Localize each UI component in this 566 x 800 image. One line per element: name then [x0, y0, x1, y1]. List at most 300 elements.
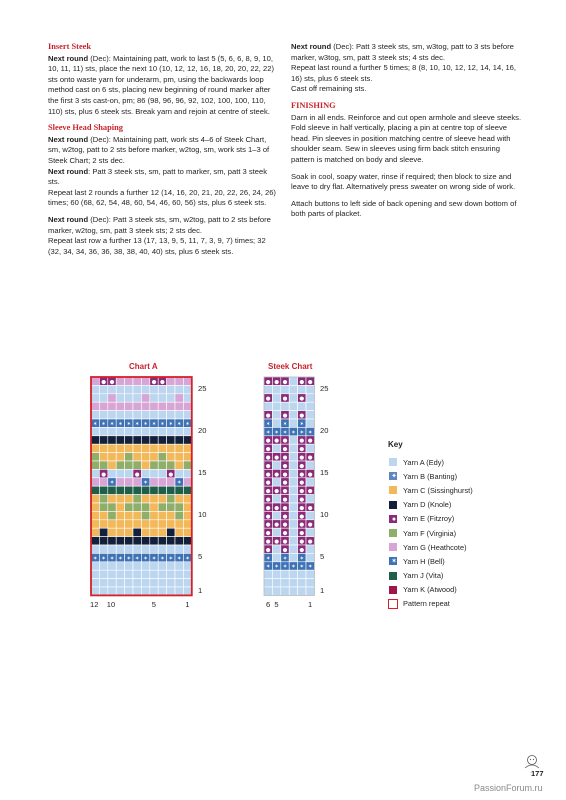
chart-cell: [91, 427, 99, 435]
chart-cell-symbol: ●: [274, 522, 280, 529]
chart-cell: [264, 570, 272, 578]
key-item: [388, 540, 473, 554]
chart-cell-symbol: ✶: [265, 421, 271, 428]
chart-cell: [175, 520, 183, 528]
chart-cell: [108, 503, 116, 511]
chart-cell-symbol: ✶: [168, 421, 174, 428]
finishing-para-2: Soak in cool, soapy water, rinse if required; then block to size and leave to dry flat. Alternatively press sweater on wrong side of work.: [291, 171, 516, 192]
chart-cell-symbol: ●: [282, 539, 288, 545]
chart-cell: [116, 478, 124, 486]
chart-cell: [289, 495, 297, 503]
chart-cell-symbol: ✶: [265, 564, 271, 571]
chart-cell: [133, 427, 141, 435]
chart-cell: [306, 444, 314, 452]
chart-cell: [99, 402, 107, 410]
chart-cell: [175, 495, 183, 503]
chart-cell-symbol: ●: [299, 547, 305, 554]
chart-cell: [289, 537, 297, 545]
chart-cell: [99, 503, 107, 511]
chart-cell: [125, 503, 133, 511]
chart-cell: [175, 537, 183, 545]
chart-cell-symbol: ●: [307, 455, 313, 461]
chart-cell: [289, 385, 297, 393]
chart-cell: [108, 570, 116, 578]
chart-cell: [141, 562, 149, 570]
chart-cell-symbol: ●: [299, 463, 305, 470]
chart-cell: [150, 520, 158, 528]
chart-cell: [264, 579, 272, 587]
chart-cell: [272, 511, 280, 519]
chart-cell-symbol: ✶: [109, 421, 115, 428]
chart-cell: [141, 402, 149, 410]
chart-cell-symbol: ●: [282, 455, 288, 461]
chart-cell: [141, 579, 149, 587]
col-label: 10: [106, 600, 116, 610]
chart-cell-symbol: ●: [307, 438, 313, 445]
chart-cell: [175, 453, 183, 461]
steek-chart-grid: [264, 377, 320, 595]
chart-cell-symbol: ●: [307, 505, 313, 512]
chart-cell: [167, 427, 175, 435]
chart-cell-symbol: ●: [265, 455, 271, 461]
chart-cell: [91, 461, 99, 469]
chart-cell-symbol: ✶: [126, 421, 132, 428]
chart-cell: [108, 562, 116, 570]
key-label: Yarn A (Edy): [403, 457, 444, 467]
sleeve-head-heading: Sleeve Head Shaping: [48, 123, 123, 133]
chart-cell: [99, 478, 107, 486]
chart-cell-symbol: ●: [274, 505, 280, 512]
chart-cell: [108, 528, 116, 536]
chart-cell: [125, 402, 133, 410]
chart-cell-symbol: ✶: [101, 555, 106, 562]
chart-cell: [141, 570, 149, 578]
chart-cell-symbol: ●: [274, 438, 280, 445]
chart-cell: [91, 469, 99, 477]
chart-cell: [158, 537, 166, 545]
finishing-para-1: Darn in all ends. Reinforce and cut open armhole and sleeve steeks. Fold sleeve in half vertically, placing a pin at centre top of sleeve head. Pin sleeves in position matching centre of sleeve head with shoulder seam. Sew in sleeves using firm back stitch ensuring pattern is matched on body and sleeve.: [291, 112, 522, 164]
chart-cell-symbol: ●: [282, 413, 288, 419]
chart-cell: [175, 377, 183, 385]
chart-cell: [125, 562, 133, 570]
chart-cell: [175, 511, 183, 519]
chart-cell: [306, 411, 314, 419]
chart-cell: [125, 570, 133, 578]
chart-cell: [289, 461, 297, 469]
chart-cell: [289, 579, 297, 587]
chart-cell: [289, 377, 297, 385]
chart-cell: [99, 579, 107, 587]
chart-cell: [108, 520, 116, 528]
chart-cell: [183, 537, 191, 545]
chart-cell: [91, 579, 99, 587]
chart-cell-symbol: ●: [299, 480, 305, 487]
col-label: 1: [308, 600, 313, 610]
chart-cell: [108, 486, 116, 494]
chart-cell: [167, 461, 175, 469]
chart-cell-symbol: ●: [299, 379, 305, 386]
chart-cell-symbol: ●: [282, 513, 288, 520]
chart-cell: [116, 570, 124, 578]
row-label: 10: [198, 510, 207, 520]
chart-cell: [167, 537, 175, 545]
chart-cell: [175, 427, 183, 435]
chart-cell: [150, 570, 158, 578]
chart-cell: [99, 511, 107, 519]
row-label: 15: [320, 468, 329, 478]
chart-cell: [289, 411, 297, 419]
chart-cell: [91, 562, 99, 570]
yarn-swatch: [388, 542, 398, 552]
chart-cell: [116, 402, 124, 410]
chart-cell: [183, 511, 191, 519]
chart-cell: [133, 545, 141, 553]
chart-cell-symbol: ●: [299, 438, 305, 445]
chart-cell: [175, 503, 183, 511]
chart-cell-symbol: ✶: [160, 555, 165, 562]
chart-cell: [150, 453, 158, 461]
chart-cell: [141, 453, 149, 461]
chart-cell: [298, 385, 306, 393]
chart-cell: [175, 579, 183, 587]
chart-cell: [167, 579, 175, 587]
chart-cell-symbol: ●: [101, 379, 107, 386]
chart-cell: [99, 394, 107, 402]
chart-cell: [150, 469, 158, 477]
chart-cell: [183, 385, 191, 393]
chart-cell-symbol: ●: [307, 522, 313, 529]
chart-cell: [116, 511, 124, 519]
chart-cell: [91, 385, 99, 393]
chart-cell: [281, 587, 289, 595]
chart-cell: [141, 461, 149, 469]
chart-cell: [167, 528, 175, 536]
chart-cell: [264, 385, 272, 393]
chart-cell: [175, 402, 183, 410]
chart-cell-symbol: ✶: [101, 421, 106, 428]
chart-cell: [183, 503, 191, 511]
chart-cell-symbol: ●: [109, 379, 115, 386]
chart-cell: [141, 427, 149, 435]
chart-cell: [116, 495, 124, 503]
watermark-text: PassionForum.ru: [474, 783, 543, 793]
chart-cell: [289, 444, 297, 452]
chart-cell-symbol: ●: [282, 488, 288, 495]
chart-cell: [99, 562, 107, 570]
chart-cell-symbol: ●: [282, 471, 288, 478]
chart-cell: [272, 411, 280, 419]
key-label: Pattern repeat: [403, 599, 450, 609]
chart-cell: [133, 377, 141, 385]
chart-cell: [116, 503, 124, 511]
chart-cell-symbol: ✶: [176, 480, 182, 487]
key-label: Yarn C (Sissinghurst): [403, 485, 473, 495]
chart-cell: [125, 478, 133, 486]
chart-cell-symbol: ✶: [282, 429, 288, 436]
chart-cell: [116, 377, 124, 385]
chart-cell: [116, 453, 124, 461]
chart-cell: [108, 511, 116, 519]
key-items: [388, 455, 473, 611]
chart-cell-symbol: ✶: [143, 555, 148, 562]
chart-cell: [281, 402, 289, 410]
chart-cell: [167, 478, 175, 486]
yarn-swatch: [388, 485, 398, 495]
chart-cell: [306, 402, 314, 410]
chart-cell-symbol: ✶: [143, 421, 148, 428]
chart-cell: [306, 511, 314, 519]
chart-cell-symbol: ●: [307, 379, 313, 386]
right-para-3: Cast off remaining sts.: [291, 84, 367, 94]
chart-cell: [158, 495, 166, 503]
chart-cell-symbol: ●: [265, 539, 271, 545]
yarn-swatch: [388, 471, 398, 481]
chart-cell: [306, 461, 314, 469]
chart-cell-symbol: ●: [265, 505, 271, 512]
chart-cell-symbol: ✶: [291, 564, 296, 571]
chart-cell: [175, 461, 183, 469]
chart-cell: [125, 495, 133, 503]
chart-cell: [150, 562, 158, 570]
right-para-1: Next round (Dec): Patt 3 steek sts, sm, w3tog, patt to 3 sts before marker, w3tog, sm, patt 3 steek sts; 4 sts dec.: [291, 42, 514, 62]
chart-cell-symbol: ✶: [176, 555, 182, 562]
chart-cell: [158, 478, 166, 486]
chart-cell: [289, 545, 297, 553]
chart-cell: [141, 520, 149, 528]
chart-cell: [141, 444, 149, 452]
chart-cell: [183, 478, 191, 486]
chart-cell: [125, 579, 133, 587]
chart-cell: [158, 394, 166, 402]
chart-cell: [108, 545, 116, 553]
chart-cell-symbol: ✶: [160, 421, 165, 428]
chart-cell: [141, 385, 149, 393]
chart-cell-symbol: ✶: [151, 421, 157, 428]
chart-cell: [158, 528, 166, 536]
chart-cell-symbol: ✶: [185, 555, 190, 562]
chart-cell: [289, 436, 297, 444]
chart-cell-symbol: ✶: [92, 421, 98, 428]
chart-cell-symbol: ✶: [274, 429, 279, 436]
chart-cell: [167, 495, 175, 503]
knitting-mascot-icon: [521, 754, 543, 770]
chart-cell: [167, 444, 175, 452]
chart-cell-symbol: ●: [282, 379, 288, 386]
chart-cell: [281, 385, 289, 393]
key-label: Yarn B (Banting): [403, 471, 458, 481]
chart-cell-symbol: ✶: [92, 555, 98, 562]
key-label: Yarn D (Knole): [403, 500, 452, 510]
chart-cell: [289, 570, 297, 578]
chart-cell: [289, 402, 297, 410]
chart-cell-symbol: ●: [299, 471, 305, 478]
chart-cell: [167, 453, 175, 461]
chart-cell: [133, 587, 141, 595]
key-label: Yarn G (Heathcote): [403, 542, 467, 552]
col-label: 1: [185, 600, 190, 610]
chart-cell: [281, 570, 289, 578]
chart-cell: [306, 545, 314, 553]
chart-cell: [99, 444, 107, 452]
chart-cell: [125, 461, 133, 469]
chart-cell: [272, 419, 280, 427]
chart-cell: [289, 503, 297, 511]
chart-cell-symbol: ●: [159, 379, 165, 386]
chart-cell: [150, 478, 158, 486]
chart-cell: [141, 495, 149, 503]
chart-cell: [150, 402, 158, 410]
row-label: 5: [198, 552, 203, 562]
sleeve-head-para-2: Next round: Patt 3 steek sts, sm, patt to marker, sm, patt 3 steek sts.: [48, 166, 268, 187]
chart-cell: [183, 545, 191, 553]
chart-cell: [91, 503, 99, 511]
chart-cell: [150, 503, 158, 511]
chart-cell: [306, 478, 314, 486]
chart-cell-symbol: ●: [282, 396, 288, 403]
chart-cell: [175, 545, 183, 553]
chart-cell: [183, 579, 191, 587]
chart-cell-symbol: ✶: [185, 421, 190, 428]
chart-cell-symbol: ✶: [168, 555, 174, 562]
chart-cell: [125, 453, 133, 461]
chart-cell: [150, 427, 158, 435]
chart-cell: [289, 528, 297, 536]
chart-a-grid: [91, 377, 201, 595]
chart-cell-symbol: ●: [101, 471, 107, 478]
chart-cell: [116, 394, 124, 402]
chart-cell-symbol: ●: [265, 547, 271, 554]
chart-cell: [272, 528, 280, 536]
yarn-swatch: [388, 585, 398, 595]
chart-cell: [116, 486, 124, 494]
chart-cell: [99, 436, 107, 444]
chart-cell-symbol: ●: [299, 455, 305, 461]
chart-cell: [99, 486, 107, 494]
chart-cell: [108, 427, 116, 435]
chart-cell: [264, 402, 272, 410]
col-label: 5: [151, 600, 157, 610]
chart-cell-symbol: ✶: [143, 480, 148, 487]
chart-cell: [264, 587, 272, 595]
chart-cell: [133, 503, 141, 511]
chart-cell-symbol: ●: [282, 497, 288, 503]
chart-cell: [108, 385, 116, 393]
chart-cell: [175, 394, 183, 402]
chart-cell: [91, 511, 99, 519]
chart-cell-symbol: ✶: [291, 429, 296, 436]
chart-cell: [167, 394, 175, 402]
chart-cell: [183, 394, 191, 402]
chart-cell-symbol: ●: [299, 413, 305, 419]
chart-cell: [133, 411, 141, 419]
chart-cell: [158, 385, 166, 393]
chart-cell: [133, 402, 141, 410]
chart-cell-symbol: ●: [282, 463, 288, 470]
chart-cell: [125, 511, 133, 519]
chart-cell: [91, 402, 99, 410]
chart-cell-symbol: ●: [299, 396, 305, 403]
chart-cell: [91, 444, 99, 452]
chart-cell: [125, 528, 133, 536]
row-label: 20: [198, 426, 207, 436]
chart-cell: [150, 579, 158, 587]
chart-cell: [167, 385, 175, 393]
chart-cell: [183, 587, 191, 595]
chart-cell: [91, 377, 99, 385]
chart-cell: [108, 587, 116, 595]
chart-cell: [150, 444, 158, 452]
chart-cell: [158, 520, 166, 528]
chart-cell: [183, 377, 191, 385]
chart-cell: [306, 419, 314, 427]
chart-cell: [158, 453, 166, 461]
chart-cell-symbol: ●: [299, 505, 305, 512]
chart-cell: [158, 570, 166, 578]
chart-cell: [306, 570, 314, 578]
chart-cell: [306, 579, 314, 587]
chart-cell: [125, 469, 133, 477]
chart-cell: [133, 461, 141, 469]
chart-cell: [91, 587, 99, 595]
chart-cell-symbol: ✶: [109, 480, 115, 487]
yarn-swatch: [388, 457, 398, 467]
chart-cell-symbol: ●: [299, 513, 305, 520]
chart-cell-symbol: ●: [299, 539, 305, 545]
chart-cell: [141, 436, 149, 444]
chart-cell: [108, 469, 116, 477]
chart-cell: [116, 385, 124, 393]
yarn-swatch: [388, 571, 398, 581]
chart-cell: [133, 511, 141, 519]
chart-cell: [298, 402, 306, 410]
page-number: 177: [531, 769, 544, 778]
chart-cell: [150, 461, 158, 469]
chart-cell: [133, 495, 141, 503]
chart-cell: [183, 520, 191, 528]
chart-cell: [289, 486, 297, 494]
chart-cell: [183, 486, 191, 494]
chart-cell: [183, 495, 191, 503]
swatch-symbol-icon: ●: [391, 515, 397, 523]
sleeve-head-para-5: Repeat last row a further 13 (17, 13, 9, 5, 11, 7, 3, 9, 7) times; 32 (32, 34, 34, 36, 36, 38, 38, 40, 40) sts, plus 6 steek sts.: [48, 236, 266, 256]
chart-cell: [133, 579, 141, 587]
chart-cell: [116, 427, 124, 435]
chart-cell: [272, 579, 280, 587]
chart-cell-symbol: ✶: [299, 429, 305, 436]
chart-cell: [116, 469, 124, 477]
chart-cell: [158, 411, 166, 419]
yarn-swatch: [388, 514, 398, 524]
chart-cell: [167, 511, 175, 519]
chart-cell: [133, 562, 141, 570]
row-label: 25: [320, 384, 329, 394]
row-label: 1: [320, 586, 325, 595]
chart-cell: [116, 444, 124, 452]
chart-cell: [167, 486, 175, 494]
chart-cell: [289, 478, 297, 486]
chart-cell-symbol: ●: [282, 505, 288, 512]
chart-cell-symbol: ✶: [274, 564, 279, 571]
steek-chart-title: Steek Chart: [268, 362, 313, 371]
chart-cell-symbol: ●: [265, 413, 271, 419]
chart-cell: [99, 545, 107, 553]
chart-cell: [99, 427, 107, 435]
chart-cell: [272, 402, 280, 410]
chart-cell: [272, 444, 280, 452]
chart-cell: [91, 486, 99, 494]
chart-cell-symbol: ✶: [134, 555, 140, 562]
chart-cell: [99, 453, 107, 461]
